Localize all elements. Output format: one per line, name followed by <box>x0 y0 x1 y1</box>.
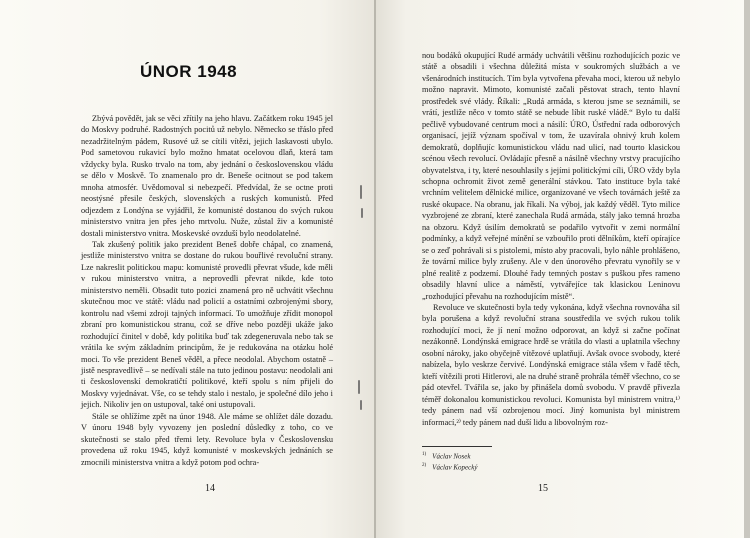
paragraph: Revoluce ve skutečnosti byla tedy vykonána, když všechna rovnováha sil byla porušena a když revoluční strana soustředila ve svých rukou tolik rozhodující moci, že jí není možno odporovat, an když si začne počínat nezákonně. Londýnská emigrace hrdě se vrátila do vlasti a uplatnila všechny osobní nároky, jako obyčejně vítězové uplatňují. Avšak ovoce svobody, které nabízela, bylo veskrze červivé. Londýnská emigrace stála všem v řadě těch, kteří vítězili proti Hitlerovi, ale na druhé straně prohrála téměř všechno, co se pád otevřel. Tvářila se, jako by přinášela domů svobodu. V pravdě přivezla téměř dokonalou komunistickou revoluci. Komunista byl ministrem vnitra,¹⁾ tedy pánem nad vší ozbrojenou mocí. Jiný komunista byl ministrem informací,²⁾ tedy pánem nad duší lidu a libovolným roz- <box>422 302 680 427</box>
footnote-rule <box>422 446 492 447</box>
paragraph: Zbývá povědět, jak se věci zřítily na jeho hlavu. Začátkem roku 1945 jel do Moskvy podruhé. Radostných pocitů už nebylo. Německo se třáslo před nezadržitelným pádem, Rusové už se cítili vítězi, jejich laskavosti ubylo. Pod sametovou rukavicí bylo možno hmatat ocelovou dlaň, která tam vždycky byla. Rusko trvalo na tom, aby jednání o československou vládu se dělo v Moskvě. To znamenalo pro dr. Beneše ocitnout se pod takem mnoha atmosfér. Uvědomoval si nebezpečí. Předvídal, že se octne proti neostýsné přesile českých, slovenských a ruských komunistů. Před odjezdem z Londýna se vyjádřil, že komunisté dostanou do svých rukou ministerstvo vnitra jen přes jeho mrtvolu. Nuže, zůstal živ a komunisté dostali ministerstvo vnitra. Moskevské ovzduší bylo neodolatelné. <box>81 114 333 238</box>
paragraph: nou bodáků okupující Rudé armády uchvátili většinu rozhodujících pozic ve státě a obsadili i všechna důležitá místa v soukromých službách a ve všenárodních institucích. Tím byla vytvořena převaha moci, kterou už nebylo možno napravit. Mimoto, komunisté začali pěstovat strach, tento hlavní prostředek své vlády. Říkali: „Rudá armáda, s kterou jsme se seznámili, se vrátí, jestliže něco v tomto státě se nebude líbit ruské vládě.“ Bylo tu další pečlivě vybudované centrum moci a násilí: ÚRO, Ústřední rada odborových organisací, jejíž význam spočíval v tom, že uzavírala ohnivý kruh kolem demokratů, doplňujíc komunistickou vládu nad ulicí, nad tourto klasickou scénou všech revolucí. Ovládajíc přesně a násilně všechny vrstvy pracujícího obyvatelstva, i ty, které nesouhlasily s jejími politickými cíli, ÚRO vždy byla schopna ochromit život země generální stávkou. Tato instituce byla také vrchním velitelem dělnické milice, organizované ve všech továrnách ještě za ruské okupace. Na obranu, jak říkali. Na výboj, jak každý věděl. Tyto milice vyzbrojené ze zbraní, které zanechala Rudá armáda, stály jako temná hrozba na obzoru. Když úsilím demokratů se podařilo vytvořit v zemi normální podmínky, a když veřejné mínění se vzbouřilo proti dělníkům, kteří opírajíce se o zeď pohrávali si s pistolemi, místo aby pracovali, bylo náhle prohlášeno, že tovární milice byly zrušeny. Ale v den únorového převratu vynořily se v plné realitě z podzemí. Dlouhé řady temných postav s puškou přes rameno obsadily hlavní ulice a náměstí, vytvářejíce tak klasickou Leninovu „rozhodující převahu na rozhodujícím místě“. <box>422 51 680 301</box>
page-edge <box>744 0 750 538</box>
footnote: $^{2)}$ Václav Kopecký <box>422 463 478 472</box>
pencil-mark <box>358 380 360 394</box>
right-page-body <box>422 50 680 428</box>
left-page-body <box>81 113 333 468</box>
right-page <box>376 0 750 538</box>
paragraph: Stále se ohlížíme zpět na únor 1948. Ale máme se ohlížet dále dozadu. V únoru 1948 byly vyvozeny jen poslední důsledky z toho, co ve skutečnosti se stalo před třemi lety. Revoluce byla v Československu provedena už roku 1945, když komunisté v moskevských jednáních se zmocnili ministerstva vnitra a když potom pod ochra- <box>81 411 333 467</box>
pencil-mark <box>360 185 362 199</box>
paragraph: Tak zkušený politik jako prezident Beneš dobře chápal, co znamená, jestliže ministerstvo vnitra se dostane do rukou bouřlivé revoluční strany. Lze nakreslit politickou mapu: komunisté provedli převrat všude, kde měli v rukou ministerstvo vnitra, a neprovedli převrat nikde, kde toto ministerstvo neměli. Obsadit tuto pozici znamená pro ně uchvátit všechnu skutečnou moc ve státě: vládu nad policií a ostatními ozbrojenými sbory, kontrolu nad všemi zdroji tajných informací. To umožňuje zřídit monopol zbraní pro komunistickou stranu, což se dříve nebo později ukáže jako rozhodující činitel v době, kdy politika buď tak zdegeneruvala nebo tak se vrátila ke svým základním principům, že je redukována na otázku holé moci. To vše prezident Beneš věděl, a přece neodolal. Abychom ostatně – jistě nespravedlivě – se nedívali stále na tuto jedinou postavu: neodolali ani ti československí demokratičtí politikové, kteří spolu s ním přijeli do Moskvy vyjednávat. Vše, co se tehdy stalo i nestalo, je společné dílo jeho i jejich. Nikoliv jen on ustupoval, také oni ustupovali. <box>81 239 333 410</box>
page-number: 15 <box>538 483 548 494</box>
footnote: $^{1)}$ Václav Nosek <box>422 452 471 461</box>
pencil-mark <box>361 208 363 218</box>
footnotes <box>422 450 477 473</box>
page-number: 14 <box>205 483 215 494</box>
pencil-mark <box>360 400 362 410</box>
chapter-title: ÚNOR 1948 <box>140 62 238 81</box>
